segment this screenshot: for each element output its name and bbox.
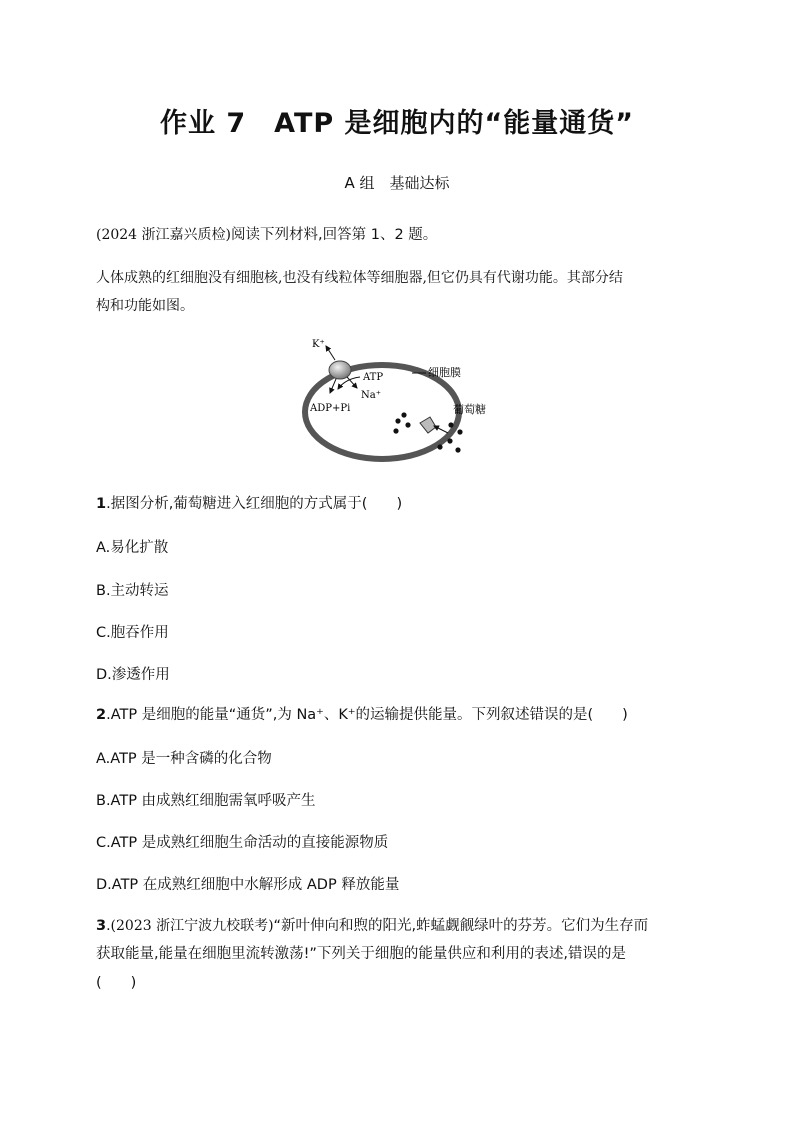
glucose-molecule: [401, 412, 406, 417]
question-3-stem-line-2: 获取能量,能量在细胞里流转激荡!”下列关于细胞的能量供应和利用的表述,错误的是: [96, 946, 627, 962]
question-1-stem: [96, 494, 402, 514]
glucose-molecule: [437, 444, 442, 449]
material-line-1: 人体成熟的红细胞没有细胞核,也没有线粒体等细胞器,但它仍具有代谢功能。其部分结: [96, 270, 623, 286]
glucose-arrow: [434, 426, 448, 433]
question-3-stem-line-3: ( ): [96, 975, 137, 991]
question-source: .(2023 浙江宁波九校联考): [106, 918, 274, 934]
ion-pump-protein: [329, 361, 351, 379]
na-label: Na⁺: [361, 390, 381, 401]
question-2-option-a: A.ATP 是一种含磷的化合物: [96, 751, 272, 767]
atp-label: ATP: [363, 372, 384, 383]
material-line-2: 构和功能如图。: [96, 298, 194, 314]
intro-line: [96, 225, 437, 245]
glucose-molecule: [447, 438, 452, 443]
glucose-transporter: [420, 417, 436, 433]
question-2-stem: [96, 705, 628, 725]
question-number: 3: [96, 918, 107, 934]
glucose-molecule: [455, 447, 460, 452]
question-number: 1: [96, 496, 107, 512]
question-1-option-c: C.胞吞作用: [96, 625, 169, 641]
question-2-option-d: D.ATP 在成熟红细胞中水解形成 ADP 释放能量: [96, 877, 400, 893]
question-3-stem-line-1: [96, 916, 648, 936]
red-blood-cell-figure: [300, 333, 486, 463]
intro-source: (2024 浙江嘉兴质检): [96, 227, 232, 243]
section-subtitle: A 组 基础达标: [344, 174, 450, 192]
question-1-option-b: B.主动转运: [96, 583, 169, 599]
glucose-molecule: [448, 422, 453, 427]
question-text: .据图分析,葡萄糖进入红细胞的方式属于( ): [106, 496, 403, 512]
glucose-molecule: [395, 418, 400, 423]
question-2-option-c: C.ATP 是成熟红细胞生命活动的直接能源物质: [96, 835, 389, 851]
question-number: 2: [96, 707, 107, 723]
glucose-molecule: [457, 429, 462, 434]
question-1-option-a: A.易化扩散: [96, 540, 169, 556]
adp-label: ADP+Pi: [310, 403, 351, 414]
glucose-molecule: [405, 422, 410, 427]
membrane-label: 细胞膜: [428, 366, 461, 379]
page-title: 作业 7 ATP 是细胞内的“能量通货”: [159, 108, 635, 139]
glucose-molecule: [393, 428, 398, 433]
adp-arrow: [330, 379, 336, 393]
question-2-option-b: B.ATP 由成熟红细胞需氧呼吸产生: [96, 793, 316, 809]
k-arrow: [326, 346, 335, 360]
question-text: .ATP 是细胞的能量“通货”,为 Na⁺、K⁺的运输提供能量。下列叙述错误的是( ): [106, 707, 628, 723]
question-text: “新叶伸向和煦的阳光,蚱蜢觑觎绿叶的芬芳。它们为生存而: [273, 918, 649, 934]
glucose-label: 葡萄糖: [453, 403, 486, 416]
question-1-option-d: D.渗透作用: [96, 667, 170, 683]
k-label: K⁺: [312, 339, 325, 350]
intro-instruction: 阅读下列材料,回答第 1、2 题。: [231, 227, 438, 243]
